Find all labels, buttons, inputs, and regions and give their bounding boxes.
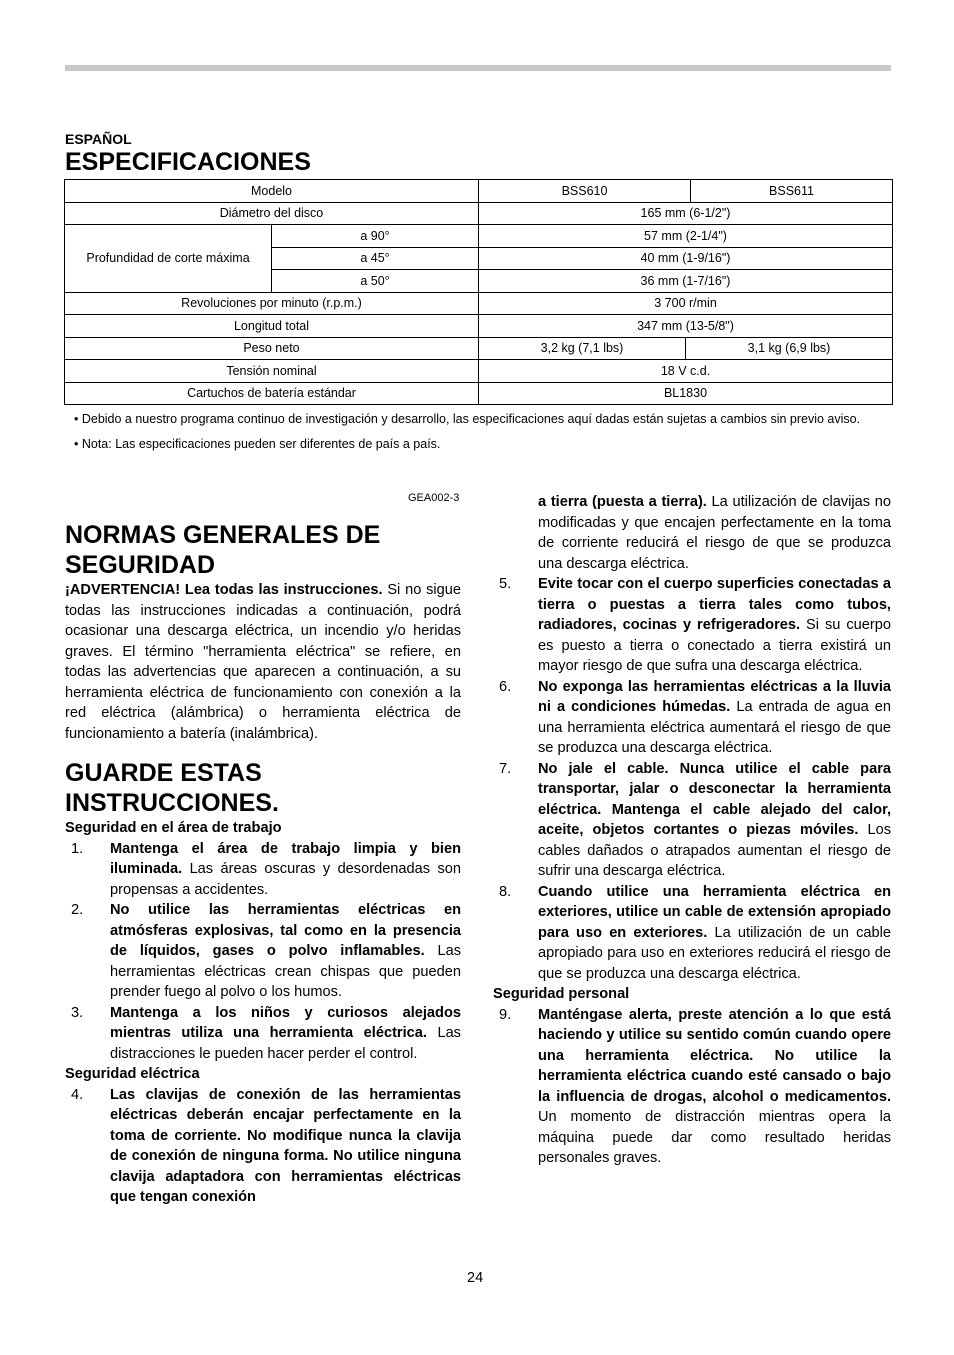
warning-bold: ¡ADVERTENCIA! Lea todas las instrucciones. xyxy=(65,582,383,598)
item-text: Si su cuerpo es puesto a tierra o conectado a tierra existirá un mayor riesgo de que sufra una descarga eléctrica. xyxy=(538,617,891,674)
list-item xyxy=(65,1085,461,1208)
item-text: Un momento de distracción mientras opera la máquina puede dar como resultado heridas personales graves. xyxy=(538,1109,891,1166)
safety-title: NORMAS GENERALES DE SEGURIDAD xyxy=(65,521,381,579)
battery-label: Cartuchos de batería estándar xyxy=(65,382,479,405)
language-label: ESPAÑOL xyxy=(65,131,132,147)
weight-2: 3,1 kg (6,9 lbs) xyxy=(686,337,893,360)
weight-1: 3,2 kg (7,1 lbs) xyxy=(479,337,686,360)
depth-label: Profundidad de corte máxima xyxy=(65,225,272,293)
warning-text: Si no sigue todas las instrucciones indicadas a continuación, podrá ocasionar una descarga eléctrica, un incendio y/o heridas graves. El término "herramienta eléctrica" se refiere, en todas las advertencias que aparecen a continuación, a su herramienta eléctrica de funcionamiento con conexión a la red eléctrica (alámbrica) o herramienta eléctrica de funcionamiento a batería (inalámbrica). xyxy=(65,582,461,742)
table-row xyxy=(65,180,893,203)
item-number: 5. xyxy=(499,576,512,592)
spec-notes xyxy=(74,410,874,460)
list-item-continuation xyxy=(493,492,891,574)
rpm-label: Revoluciones por minuto (r.p.m.) xyxy=(65,292,479,315)
note: • Debido a nuestro programa continuo de investigación y desarrollo, las especificaciones aquí dadas están sujetas a cambios sin previo aviso. xyxy=(74,412,861,426)
model-1: BSS610 xyxy=(479,180,691,203)
item-number: 4. xyxy=(71,1086,84,1103)
model-label: Modelo xyxy=(65,180,479,203)
list-item xyxy=(65,839,461,901)
depth-angle: a 45° xyxy=(272,247,479,270)
item-text: Las áreas oscuras y desordenadas son propensas a accidentes. xyxy=(110,861,461,898)
depth-value: 36 mm (1-7/16") xyxy=(479,270,893,293)
item-bold: No jale el cable. Nunca utilice el cable para transportar, jalar o desconectar la herramienta eléctrica. Mantenga el cable alejado del calor, aceite, objetos cortantes o piezas móviles. xyxy=(538,760,891,838)
list-item xyxy=(493,759,891,882)
item-text: La entrada de agua en una herramienta eléctrica aumentará el riesgo de que se produzca una descarga eléctrica. xyxy=(538,699,891,756)
work-area-heading: Seguridad en el área de trabajo xyxy=(65,820,282,836)
note: • Nota: Las especificaciones pueden ser diferentes de país a país. xyxy=(74,437,441,451)
item-number: 8. xyxy=(499,883,512,900)
item-bold: No exponga las herramientas eléctricas a la lluvia ni a condiciones húmedas. xyxy=(538,678,891,715)
depth-angle: a 50° xyxy=(272,270,479,293)
electrical-heading: Seguridad eléctrica xyxy=(65,1066,200,1082)
item-number: 7. xyxy=(499,760,512,777)
rpm-value: 3 700 r/min xyxy=(479,292,893,315)
item-bold: Mantenga a los niños y curiosos alejados mientras utiliza una herramienta eléctrica. xyxy=(110,1004,461,1041)
right-column xyxy=(493,492,891,1169)
list-item xyxy=(493,574,891,677)
item-number: 1. xyxy=(71,840,84,857)
item-number: 3. xyxy=(71,1004,84,1021)
table-row xyxy=(65,315,893,338)
item-bold: Manténgase alerta, preste atención a lo que está haciendo y utilice su sentido común cuando opere una herramienta eléctrica. No utilice la herramienta eléctrica cuando esté cansado o bajo la influencia de drogas, alcohol o medicamentos. xyxy=(538,1006,891,1105)
item-text: Las distracciones le pueden hacer perder el control. xyxy=(110,1025,461,1062)
item-text: La utilización de un cable apropiado para uso en exteriores reducirá el riesgo de que se produzca una descarga eléctrica. xyxy=(538,924,891,982)
disc-label: Diámetro del disco xyxy=(65,202,479,225)
warning-paragraph xyxy=(65,580,461,744)
depth-value: 57 mm (2-1/4") xyxy=(479,225,893,248)
item-text: La utilización de clavijas no modificadas y que encajen perfectamente en la toma de corriente reducirá el riesgo de que se produzca una descarga eléctrica. xyxy=(538,494,891,572)
weight-label: Peso neto xyxy=(65,337,479,360)
table-row xyxy=(65,382,893,405)
list-item xyxy=(65,900,461,1003)
item-bold: Las clavijas de conexión de las herramientas eléctricas deberán encajar perfectamente en la toma de corriente. No modifique nunca la clavija de conexión de ninguna forma. No utilice ninguna clavija adaptadora con herramientas eléctricas que tengan conexión xyxy=(110,1086,461,1205)
list-item xyxy=(65,1003,461,1065)
disc-value: 165 mm (6-1/2") xyxy=(479,202,893,225)
voltage-value: 18 V c.d. xyxy=(479,360,893,383)
voltage-label: Tensión nominal xyxy=(65,360,479,383)
personal-heading: Seguridad personal xyxy=(493,986,630,1002)
item-text: Los cables dañados o atrapados aumentan el riesgo de sufrir una descarga eléctrica. xyxy=(538,822,891,879)
item-bold: Evite tocar con el cuerpo superficies conectadas a tierra o puestas a tierra tales como tubos, radiadores, cocinas y refrigeradores. xyxy=(538,576,891,633)
spec-title: ESPECIFICACIONES xyxy=(65,148,311,176)
model-2: BSS611 xyxy=(691,180,893,203)
length-value: 347 mm (13-5/8") xyxy=(479,315,893,338)
item-text: Las herramientas eléctricas crean chispas que pueden prender fuego al polvo o los humos. xyxy=(110,943,461,1000)
depth-value: 40 mm (1-9/16") xyxy=(479,247,893,270)
item-bold: No utilice las herramientas eléctricas en atmósferas explosivas, tal como en la presencia de líquidos, gases o polvo inflamables. xyxy=(110,902,461,959)
item-number: 6. xyxy=(499,678,512,695)
header-rule xyxy=(65,65,891,71)
table-row xyxy=(65,202,893,225)
left-column xyxy=(65,520,461,1208)
table-row xyxy=(65,292,893,315)
table-row xyxy=(65,360,893,383)
doc-code: GEA002-3 xyxy=(408,492,460,504)
list-item xyxy=(493,1005,891,1169)
item-number: 9. xyxy=(499,1006,512,1023)
item-number: 2. xyxy=(71,902,84,918)
item-bold: a tierra (puesta a tierra). xyxy=(538,494,707,510)
spec-table xyxy=(64,179,893,405)
save-title: GUARDE ESTAS INSTRUCCIONES. xyxy=(65,759,279,817)
table-row xyxy=(65,337,893,360)
item-bold: Mantenga el área de trabajo limpia y bien iluminada. xyxy=(110,840,461,877)
battery-value: BL1830 xyxy=(479,382,893,405)
depth-angle: a 90° xyxy=(272,225,479,248)
item-bold: Cuando utilice una herramienta eléctrica en exteriores, utilice un cable de extensión apropiado para uso en exteriores. xyxy=(538,883,891,941)
table-row xyxy=(65,225,893,248)
page-number: 24 xyxy=(467,1270,484,1286)
length-label: Longitud total xyxy=(65,315,479,338)
list-item xyxy=(493,882,891,985)
list-item xyxy=(493,677,891,759)
